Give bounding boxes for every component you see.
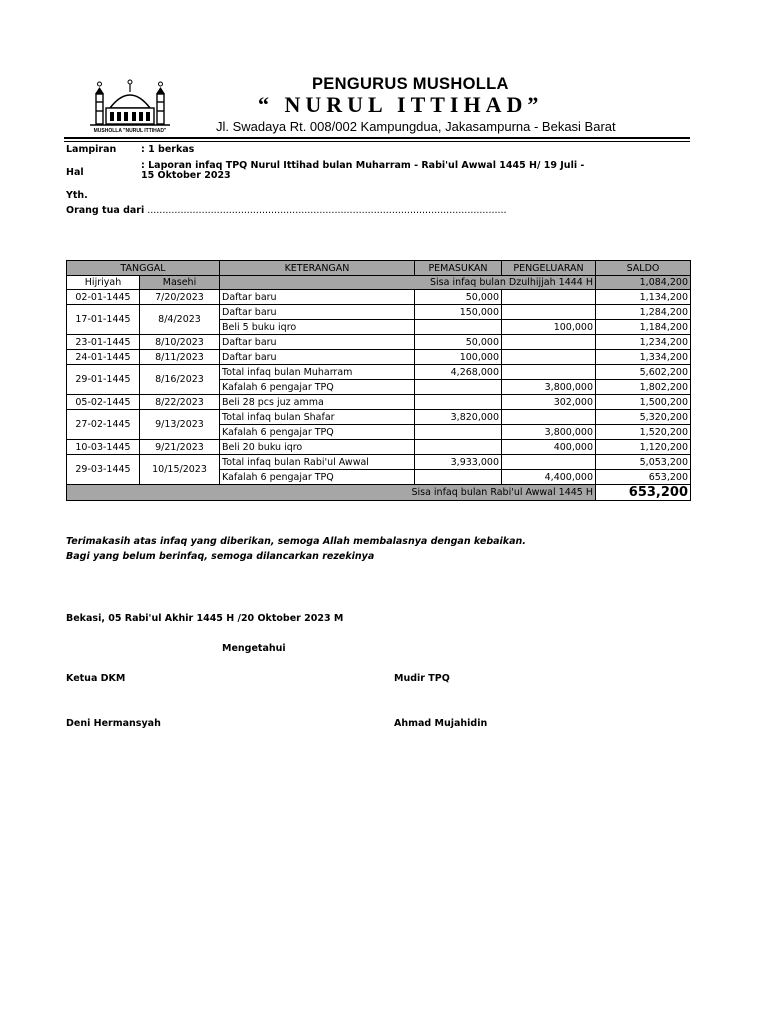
cell-masehi: 8/16/2023 (140, 365, 220, 395)
lampiran-label: Lampiran (66, 144, 117, 155)
cell-saldo: 1,184,200 (596, 320, 691, 335)
mudir-tpq-name: Ahmad Mujahidin (394, 718, 488, 729)
header-rule-thick (64, 137, 690, 139)
table-row (67, 335, 691, 350)
table-row (67, 290, 691, 305)
cell-masehi: 10/15/2023 (140, 455, 220, 485)
table-subheader-row (67, 276, 691, 290)
cell-masehi: 7/20/2023 (140, 290, 220, 305)
cell-pengeluaran (502, 365, 596, 380)
cell-saldo: 1,334,200 (596, 350, 691, 365)
table-row (67, 395, 691, 410)
cell-hijriyah: 29-03-1445 (67, 455, 140, 485)
header-masehi: Masehi (140, 276, 220, 290)
cell-pemasukan (415, 425, 502, 440)
infaq-ledger-table (66, 260, 691, 501)
cell-hijriyah: 23-01-1445 (67, 335, 140, 350)
header-tanggal: TANGGAL (67, 261, 220, 276)
cell-masehi: 9/21/2023 (140, 440, 220, 455)
cell-masehi: 9/13/2023 (140, 410, 220, 440)
cell-pengeluaran (502, 305, 596, 320)
prayer-note: Bagi yang belum berinfaq, semoga dilancarkan rezekinya (66, 551, 375, 562)
cell-keterangan: Total infaq bulan Muharram (220, 365, 415, 380)
cell-saldo: 653,200 (596, 470, 691, 485)
cell-pemasukan: 100,000 (415, 350, 502, 365)
table-row (67, 410, 691, 425)
header-keterangan: KETERANGAN (220, 261, 415, 276)
cell-keterangan: Total infaq bulan Shafar (220, 410, 415, 425)
cell-saldo: 1,234,200 (596, 335, 691, 350)
cell-hijriyah: 17-01-1445 (67, 305, 140, 335)
orangtua-value: : ....................................................................................................................... (141, 205, 507, 216)
ketua-dkm-title: Ketua DKM (66, 673, 126, 684)
cell-pemasukan (415, 395, 502, 410)
cell-masehi: 8/22/2023 (140, 395, 220, 410)
cell-hijriyah: 29-01-1445 (67, 365, 140, 395)
opening-label: Sisa infaq bulan Dzulhijjah 1444 H (220, 276, 596, 290)
header-pemasukan: PEMASUKAN (415, 261, 502, 276)
ketua-dkm-name: Deni Hermansyah (66, 718, 161, 729)
cell-pemasukan: 150,000 (415, 305, 502, 320)
closing-balance: 653,200 (596, 485, 691, 501)
cell-pengeluaran: 302,000 (502, 395, 596, 410)
cell-pengeluaran (502, 350, 596, 365)
cell-saldo: 1,500,200 (596, 395, 691, 410)
cell-masehi: 8/10/2023 (140, 335, 220, 350)
cell-pengeluaran (502, 335, 596, 350)
cell-keterangan: Beli 5 buku iqro (220, 320, 415, 335)
org-address: Jl. Swadaya Rt. 008/002 Kampungdua, Jakasampurna - Bekasi Barat (216, 119, 616, 134)
cell-pengeluaran (502, 455, 596, 470)
cell-saldo: 5,053,200 (596, 455, 691, 470)
logo-caption: MUSHOLLA "NURUL ITTIHAD" (93, 128, 167, 134)
cell-keterangan: Daftar baru (220, 335, 415, 350)
cell-pengeluaran: 400,000 (502, 440, 596, 455)
cell-hijriyah: 05-02-1445 (67, 395, 140, 410)
header-hijriyah: Hijriyah (67, 276, 140, 290)
orangtua-label: Orang tua dari (66, 205, 145, 216)
table-row (67, 365, 691, 380)
cell-keterangan: Kafalah 6 pengajar TPQ (220, 425, 415, 440)
header-rule-thin (64, 141, 690, 142)
hal-label: Hal (66, 167, 84, 178)
cell-saldo: 1,802,200 (596, 380, 691, 395)
cell-pengeluaran: 3,800,000 (502, 425, 596, 440)
cell-pengeluaran (502, 290, 596, 305)
cell-pemasukan (415, 440, 502, 455)
org-name: “ NURUL ITTIHAD” (258, 92, 544, 117)
lampiran-value: : 1 berkas (141, 144, 195, 155)
cell-hijriyah: 24-01-1445 (67, 350, 140, 365)
cell-keterangan: Beli 20 buku iqro (220, 440, 415, 455)
cell-pengeluaran: 3,800,000 (502, 380, 596, 395)
mudir-tpq-title: Mudir TPQ (394, 673, 450, 684)
cell-keterangan: Beli 28 pcs juz amma (220, 395, 415, 410)
cell-pemasukan (415, 380, 502, 395)
cell-keterangan: Daftar baru (220, 290, 415, 305)
cell-saldo: 5,602,200 (596, 365, 691, 380)
cell-saldo: 1,284,200 (596, 305, 691, 320)
cell-saldo: 1,134,200 (596, 290, 691, 305)
mengetahui-label: Mengetahui (222, 643, 286, 654)
cell-masehi: 8/11/2023 (140, 350, 220, 365)
cell-keterangan: Kafalah 6 pengajar TPQ (220, 470, 415, 485)
cell-pengeluaran: 4,400,000 (502, 470, 596, 485)
header-pengeluaran: PENGELUARAN (502, 261, 596, 276)
header-saldo: SALDO (596, 261, 691, 276)
cell-pengeluaran: 100,000 (502, 320, 596, 335)
thanks-note: Terimakasih atas infaq yang diberikan, semoga Allah membalasnya dengan kebaikan. (66, 536, 526, 547)
cell-pemasukan: 3,933,000 (415, 455, 502, 470)
cell-pemasukan (415, 320, 502, 335)
org-subtitle: PENGURUS MUSHOLLA (312, 75, 509, 93)
table-row (67, 305, 691, 320)
cell-pemasukan: 3,820,000 (415, 410, 502, 425)
opening-balance: 1,084,200 (596, 276, 691, 290)
cell-pemasukan: 4,268,000 (415, 365, 502, 380)
cell-keterangan: Total infaq bulan Rabi'ul Awwal (220, 455, 415, 470)
cell-keterangan: Daftar baru (220, 350, 415, 365)
cell-saldo: 1,120,200 (596, 440, 691, 455)
table-header-row (67, 261, 691, 276)
closing-label: Sisa infaq bulan Rabi'ul Awwal 1445 H (67, 485, 596, 501)
mosque-logo (86, 78, 174, 134)
cell-pemasukan: 50,000 (415, 335, 502, 350)
yth-label: Yth. (66, 190, 88, 201)
place-date: Bekasi, 05 Rabi'ul Akhir 1445 H /20 Oktober 2023 M (66, 613, 344, 624)
cell-pemasukan: 50,000 (415, 290, 502, 305)
cell-saldo: 5,320,200 (596, 410, 691, 425)
cell-masehi: 8/4/2023 (140, 305, 220, 335)
cell-pemasukan (415, 470, 502, 485)
closing-row (67, 485, 691, 501)
table-row (67, 455, 691, 470)
table-row (67, 440, 691, 455)
cell-hijriyah: 02-01-1445 (67, 290, 140, 305)
cell-keterangan: Daftar baru (220, 305, 415, 320)
hal-value: : Laporan infaq TPQ Nurul Ittihad bulan Muharram - Rabi'ul Awwal 1445 H/ 19 Juli - 15 Oktober 2023 (141, 160, 585, 181)
table-row (67, 350, 691, 365)
cell-hijriyah: 27-02-1445 (67, 410, 140, 440)
cell-pengeluaran (502, 410, 596, 425)
cell-hijriyah: 10-03-1445 (67, 440, 140, 455)
cell-keterangan: Kafalah 6 pengajar TPQ (220, 380, 415, 395)
cell-saldo: 1,520,200 (596, 425, 691, 440)
